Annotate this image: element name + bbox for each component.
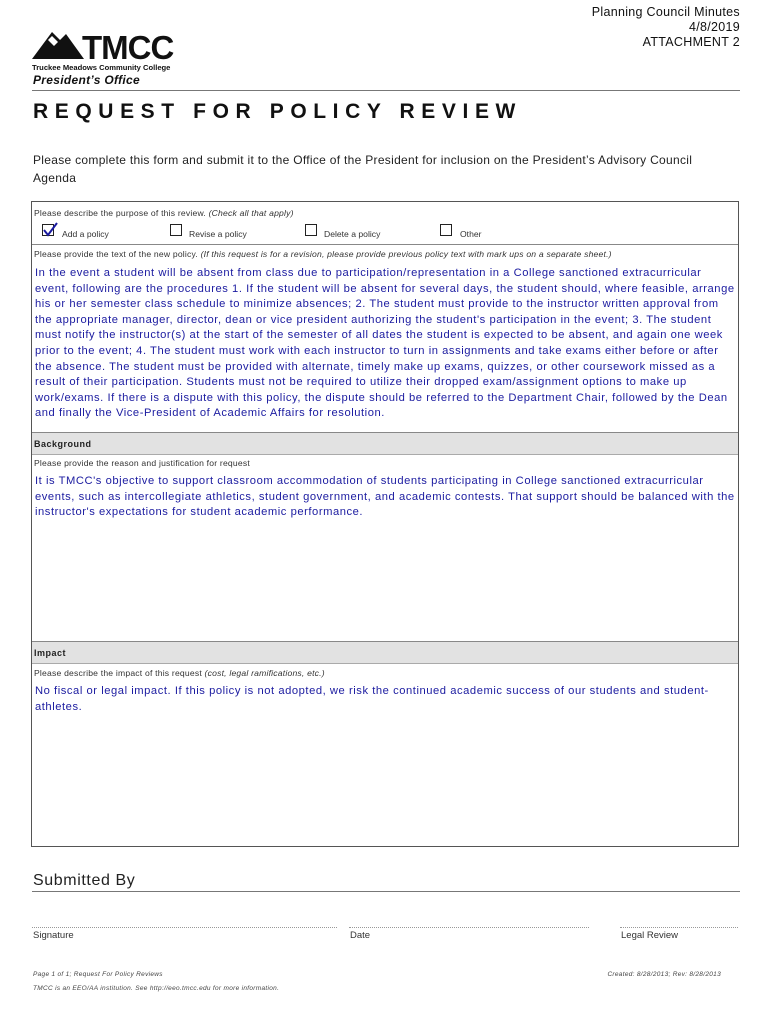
add-policy-label: Add a policy [62,229,109,239]
footer-revision: Created: 8/28/2013; Rev: 8/28/2013 [607,971,721,978]
logo-subtitle: Truckee Meadows Community College [32,63,171,72]
date-line[interactable] [349,927,589,928]
add-policy-checkbox[interactable] [42,224,54,236]
other-checkbox[interactable] [440,224,452,236]
intro-text: Please complete this form and submit it to the Office of the President for inclusion on the President’s Advisory Council Agenda [33,153,693,185]
delete-policy-checkbox[interactable] [305,224,317,236]
check-icon [42,222,58,238]
background-label: Please provide the reason and justification for request [34,458,250,468]
purpose-divider [32,244,738,245]
policy-request-form [31,201,739,847]
footer-eeo: TMCC is an EEO/AA institution. See http://eeo.tmcc.edu for more information. [33,985,280,992]
background-answer[interactable]: It is TMCC's objective to support classroom accommodation of students participating in College sanctioned extracurricular events, such as intercollegiate athletics, student government, and academic contests. That support should be balanced with the instructor's expectations for student academic performance. [35,475,735,519]
impact-heading: Impact [34,648,67,658]
office-name: President’s Office [33,73,141,87]
other-label: Other [460,229,482,239]
meeting-title: Planning Council Minutes [591,5,740,19]
attachment-label: ATTACHMENT 2 [642,35,740,49]
revise-policy-label: Revise a policy [189,229,247,239]
footer-page-info: Page 1 of 1; Request For Policy Reviews [33,971,163,978]
purpose-hint: (Check all that apply) [208,208,294,218]
header-divider [32,90,740,91]
policy-text-label [34,249,612,259]
policy-text-question: Please provide the text of the new policy. [34,249,198,259]
legal-review-label: Legal Review [621,930,679,941]
impact-header [32,641,738,664]
page-title: REQUEST FOR POLICY REVIEW [33,100,522,123]
header-meta [592,5,740,50]
purpose-question: Please describe the purpose of this review. [34,208,206,218]
impact-label [34,668,325,678]
signature-line[interactable] [32,927,337,928]
delete-policy-label: Delete a policy [324,229,381,239]
revise-policy-checkbox[interactable] [170,224,182,236]
date-label: Date [350,930,371,941]
impact-hint: (cost, legal ramifications, etc.) [204,668,325,678]
logo-wordmark: TMCC [82,29,174,66]
submitted-by-heading: Submitted By [33,872,136,889]
policy-text-answer[interactable]: In the event a student will be absent from class due to participation/representation in a College sanctioned extracurricular event, following are the procedures 1. If the student will be absent for several days, the student should, where feasible, arrange his or her semester class schedule to minimize absences; 2. The student must provide to the instructor written approval from the appropriate manager, director, dean or vice president authorizing the student's participation in the event; 3. The student must notify the instructor(s) at the start of the semester of all dates the student is expected to be absent, and again one week prior to the event; 4. The student must work with each instructor to turn in assignments and take exams either before or after the absence. The student must be provided with alternate, timely make up exams, quizzes, or other coursework missed as a result of their participation. Students must not be required to utilize their dropped exam/assignment options to make up work/exams. If there is a dispute with this policy, the dispute should be referred to the Department Chair, followed by the Dean and finally the Vice-President of Academic Affairs for resolution. [35,267,735,420]
policy-text-hint: (If this request is for a revision, please provide previous policy text with mark ups on a separate sheet.) [200,249,612,259]
background-heading: Background [34,439,92,449]
signature-label: Signature [33,930,74,941]
impact-answer[interactable]: No fiscal or legal impact. If this policy is not adopted, we risk the continued academic success of our students and student-athletes. [35,685,709,713]
legal-review-line[interactable] [620,927,738,928]
impact-question: Please describe the impact of this request [34,668,202,678]
meeting-date: 4/8/2019 [688,20,740,34]
mountain-logo-icon [32,26,214,74]
background-header [32,432,738,455]
tmcc-logo [32,26,214,74]
purpose-label [34,208,294,218]
submitted-divider [32,891,740,892]
